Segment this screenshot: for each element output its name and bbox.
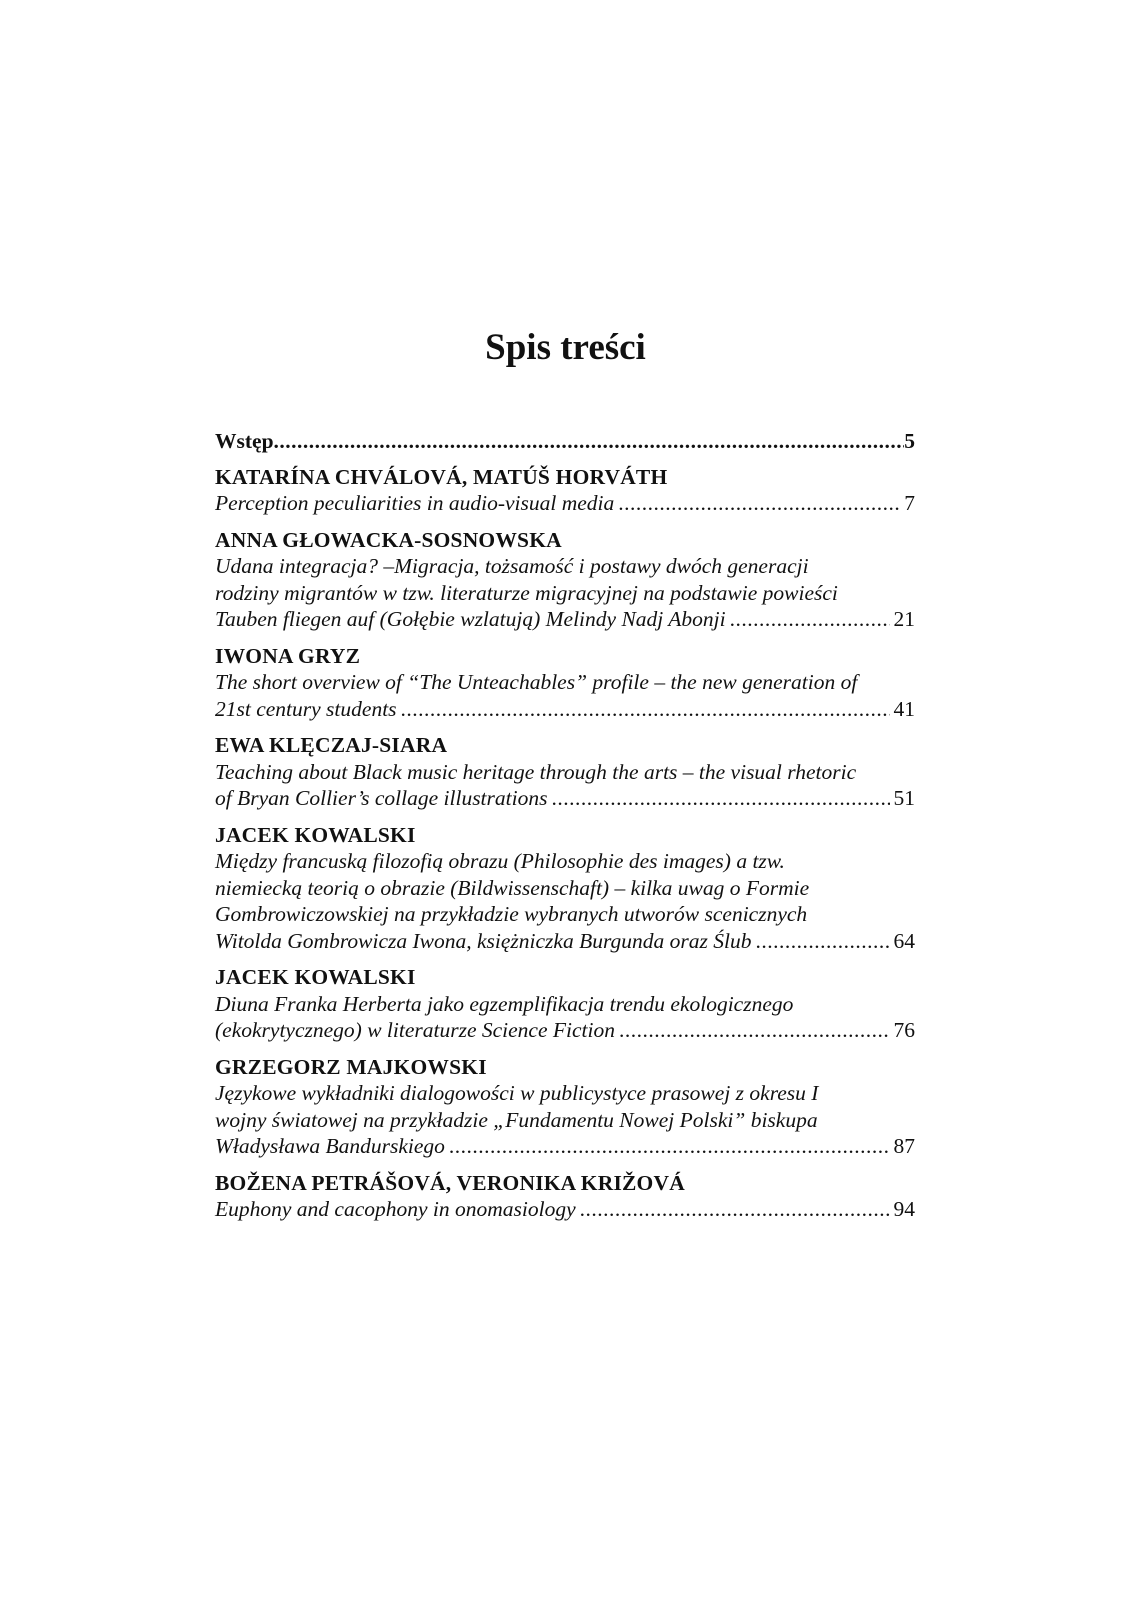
toc-intro-row [215, 428, 915, 455]
dot-leader [580, 1196, 890, 1223]
toc-entry [215, 527, 915, 633]
entry-title-line: niemiecką teorią o obrazie (Bildwissenschaft) – kilka uwag o Formie [215, 875, 810, 900]
dot-leader [756, 928, 890, 955]
toc-entry [215, 643, 915, 723]
dot-leader [618, 490, 900, 517]
entry-authors: EWA KLĘCZAJ-SIARA [215, 733, 448, 757]
entry-page-number: 21 [893, 607, 915, 631]
toc-entries [215, 464, 915, 1223]
toc-entry [215, 822, 915, 955]
intro-label: Wstęp [215, 429, 274, 453]
entry-authors: JACEK KOWALSKI [215, 822, 416, 847]
toc-entry [215, 1054, 915, 1160]
entry-title-line: Między francuską filozofią obrazu (Philosophie des images) a tzw. [215, 849, 785, 873]
entry-title-last-line [215, 1017, 915, 1044]
toc-entry [215, 732, 915, 812]
entry-authors: IWONA GRYZ [215, 643, 361, 668]
dot-leader [619, 1017, 890, 1044]
entry-authors: JACEK KOWALSKI [215, 965, 416, 989]
entry-title-last-line [215, 696, 915, 723]
entry-title-line: rodziny migrantów w tzw. literaturze migracyjnej na podstawie powieści [215, 580, 838, 605]
entry-authors: BOŽENA PETRÁŠOVÁ, VERONIKA KRIŽOVÁ [215, 1170, 685, 1195]
entry-page-number: 51 [893, 786, 915, 810]
entry-page-number: 87 [893, 1134, 915, 1158]
entry-title-end: (ekokrytycznego) w literaturze Science Fiction [215, 1018, 615, 1042]
entry-title-line: Udana integracja? –Migracja, tożsamość i postawy dwóch generacji [215, 554, 809, 578]
toc-entry [215, 464, 915, 517]
entry-title-line: Teaching about Black music heritage through the arts – the visual rhetoric [215, 759, 857, 784]
entry-title-line: Diuna Franka Herberta jako egzemplifikacja trendu ekologicznego [215, 991, 794, 1016]
entry-title-last-line [215, 1133, 915, 1160]
table-of-contents [215, 428, 915, 1233]
dot-leader [551, 785, 889, 812]
intro-page-number: 5 [904, 429, 915, 453]
entry-page-number: 94 [893, 1197, 915, 1221]
entry-title-end: Euphony and cacophony in onomasiology [215, 1197, 576, 1221]
dot-leader [449, 1133, 890, 1160]
entry-authors: KATARÍNA CHVÁLOVÁ, MATÚŠ HORVÁTH [215, 464, 668, 489]
entry-page-number: 41 [893, 696, 915, 721]
entry-title-end: 21st century students [215, 696, 397, 721]
entry-title-last-line [215, 606, 915, 633]
entry-authors: GRZEGORZ MAJKOWSKI [215, 1054, 487, 1079]
entry-title-end: Władysława Bandurskiego [215, 1134, 445, 1158]
entry-title-last-line [215, 1196, 915, 1223]
dot-leader [401, 696, 890, 723]
entry-title-line: Gombrowiczowskiej na przykładzie wybranych utworów scenicznych [215, 902, 808, 926]
entry-page-number: 7 [904, 491, 915, 515]
entry-page-number: 64 [893, 928, 915, 953]
entry-title-last-line [215, 928, 915, 955]
toc-entry [215, 964, 915, 1044]
entry-title-line: Językowe wykładniki dialogowości w publicystyce prasowej z okresu I [215, 1081, 819, 1105]
page-title: Spis treści [485, 327, 646, 368]
entry-title-line: wojny światowej na przykładzie „Fundamentu Nowej Polski” biskupa [215, 1107, 818, 1132]
entry-page-number: 76 [893, 1018, 915, 1042]
toc-entry [215, 1170, 915, 1223]
entry-title-end: Witolda Gombrowicza Iwona, księżniczka Burgunda oraz Ślub [215, 928, 752, 953]
dot-leader [730, 606, 890, 633]
entry-title-last-line [215, 785, 915, 812]
entry-title-end: of Bryan Collier’s collage illustrations [215, 786, 548, 810]
entry-title-end: Tauben fliegen auf (Gołębie wzlatują) Melindy Nadj Abonji [215, 607, 726, 631]
dot-leader [274, 428, 905, 455]
entry-title-line: The short overview of “The Unteachables” profile – the new generation of [215, 670, 858, 694]
entry-authors: ANNA GŁOWACKA-SOSNOWSKA [215, 527, 562, 552]
entry-title-end: Perception peculiarities in audio-visual media [215, 491, 615, 515]
entry-title-last-line [215, 490, 915, 517]
